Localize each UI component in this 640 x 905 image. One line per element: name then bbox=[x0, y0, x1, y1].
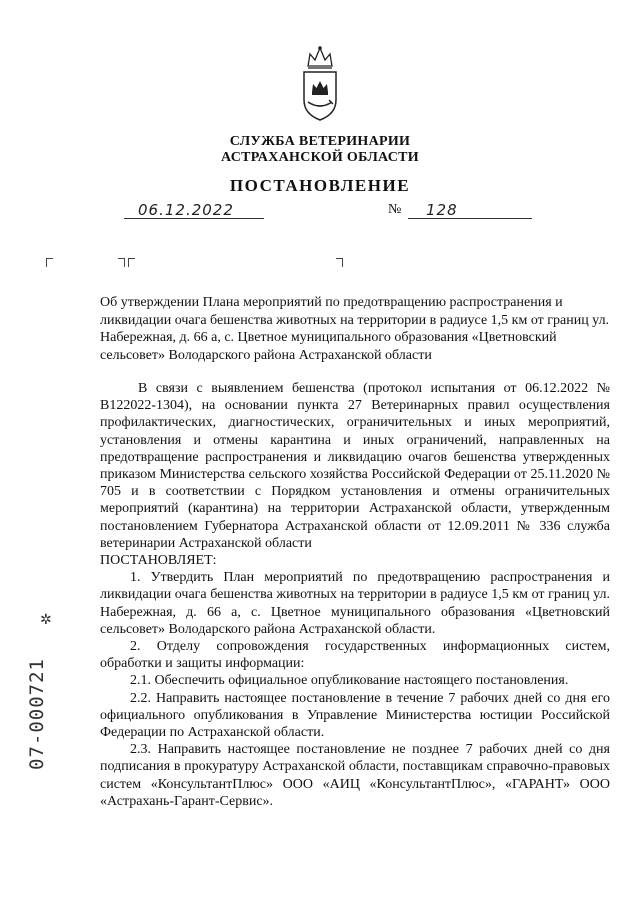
clause-1: 1. Утвердить План мероприятий по предотвращению распространения и ликвидации очага бешенства животных на территории в радиусе 1,5 км от границ ул. Набережная, д. 66 а, с. Цветное муниципального образования «Цветновский сельсовет» Володарского района Астраханской области. bbox=[100, 570, 610, 637]
date-field bbox=[124, 198, 264, 219]
org-name-line1: СЛУЖБА ВЕТЕРИНАРИИ bbox=[229, 134, 411, 149]
document-type-title: ПОСТАНОВЛЕНИЕ bbox=[229, 176, 411, 195]
resolves-heading: ПОСТАНОВЛЯЕТ: bbox=[100, 553, 217, 569]
corner-mark bbox=[118, 258, 125, 267]
corner-mark bbox=[336, 258, 343, 267]
clause-2: 2. Отделу сопровождения государственных информационных систем, обработки и защиты информации: bbox=[100, 639, 610, 672]
clause-2-3: 2.3. Направить настоящее постановление не позднее 7 рабочих дней со дня подписания в прокуратуру Астраханской области, поставщикам справочно-правовых систем «КонсультантПлюс» ООО «АИЦ «КонсультантПлюс», «ГАРАНТ» ООО «Астрахань-Гарант-Сервис». bbox=[100, 742, 610, 809]
side-stamp-number: 07-000721 bbox=[26, 658, 48, 770]
intro-paragraph: В связи с выявлением бешенства (протокол испытания от 06.12.2022 № В122022-1304), на основании пункта 27 Ветеринарных правил осуществления профилактических, диагностических, ограничительных и иных мероприятий, установления и отмены карантина и иных ограничений, направленных на предотвращение распространения и ликвидацию очагов бешенства утвержденных приказом Министерства сельского хозяйства Российской Федерации от 25.11.2020 № 705 и в соответствии с Порядком установления и отмены ограничительных мероприятий (карантина) на территории Астраханской области, утвержденным постановлением Губернатора Астраханской области от 12.09.2011 № 336 служба ветеринарии Астраханской области bbox=[100, 381, 610, 551]
number-field bbox=[408, 198, 532, 219]
clause-2-2: 2.2. Направить настоящее постановление в течение 7 рабочих дней со дня его официального опубликования в Управление Министерства юстиции Российской Федерации по Астраханской области. bbox=[100, 690, 610, 741]
number-label: № bbox=[388, 202, 402, 217]
coat-of-arms-icon bbox=[298, 44, 342, 122]
corner-mark bbox=[128, 258, 135, 267]
asterisk-ornament-icon: ✲ bbox=[40, 613, 52, 628]
corner-mark bbox=[46, 258, 53, 267]
document-subject: Об утверждении Плана мероприятий по предотвращению распространения и ликвидации очага бешенства животных на территории в радиусе 1,5 км от границ ул. Набережная, д. 66 а, с. Цветное муниципального образования «Цветновский сельсовет» Володарского района Астраханской области bbox=[100, 295, 610, 363]
handwritten-number: 128 bbox=[426, 201, 458, 219]
document-body bbox=[100, 380, 610, 810]
org-name-line2: АСТРАХАНСКОЙ ОБЛАСТИ bbox=[220, 150, 419, 165]
clause-2-1: 2.1. Обеспечить официальное опубликование настоящего постановления. bbox=[130, 673, 569, 689]
handwritten-date: 06.12.2022 bbox=[138, 201, 234, 219]
